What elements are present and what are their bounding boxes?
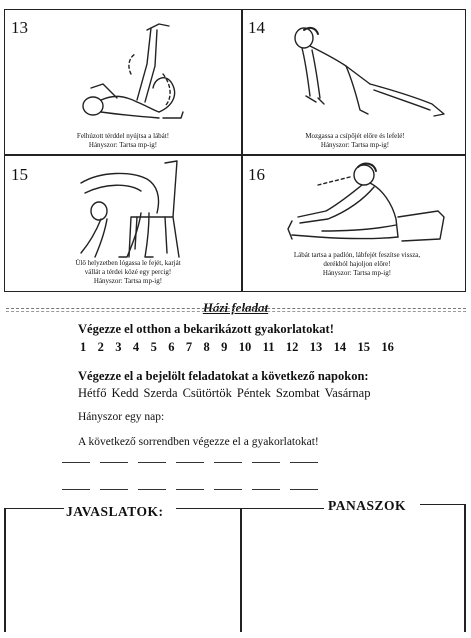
order-blanks-row-1 <box>62 462 328 463</box>
per-day-label: Hányszor egy nap: <box>78 411 165 423</box>
exercise-cell-13 <box>5 10 241 154</box>
stretch-illustration-16 <box>278 159 458 251</box>
order-blank[interactable] <box>100 489 128 490</box>
instruction-days: Végezze el a bejelölt feladatokat a következő napokon: <box>78 369 369 383</box>
day-option[interactable]: Kedd <box>111 386 139 400</box>
exercise-caption-15 <box>33 259 223 286</box>
caption-line: Felhúzott térddel nyújtsa a lábát! <box>76 132 170 140</box>
exercise-cell-14 <box>242 10 467 154</box>
caption-line: Lábát tartsa a padlón, lábfejét feszítse vissza, <box>293 251 421 259</box>
order-blank[interactable] <box>290 462 318 463</box>
day-option[interactable]: Péntek <box>236 386 271 400</box>
divider <box>6 311 466 312</box>
exercise-number-list <box>80 340 405 355</box>
day-list <box>78 386 375 401</box>
exercise-number-option[interactable]: 9 <box>221 340 228 354</box>
caption-line: Hányszor: Tartsa mp-ig! <box>322 269 392 277</box>
exercise-number-option[interactable]: 7 <box>185 340 193 354</box>
exercise-number-option[interactable]: 11 <box>262 340 275 354</box>
exercise-number-option[interactable]: 12 <box>285 340 299 354</box>
notes-section <box>4 498 466 632</box>
box-border <box>464 504 466 632</box>
caption-line: Mozgassa a csípőjét előre és lefelé! <box>305 132 405 140</box>
exercise-number: 15 <box>11 165 28 184</box>
exercise-number-option[interactable]: 1 <box>80 340 87 354</box>
order-blank[interactable] <box>138 462 166 463</box>
exercise-caption-14 <box>270 132 440 150</box>
suggestions-label: JAVASLATOK: <box>66 504 164 519</box>
box-border <box>4 508 6 632</box>
order-blank[interactable] <box>62 489 90 490</box>
exercise-number-option[interactable]: 5 <box>150 340 157 354</box>
exercise-number-option[interactable]: 10 <box>238 340 252 354</box>
order-blank[interactable] <box>290 489 318 490</box>
caption-line: vállát a térdei közé egy percig! <box>84 268 172 276</box>
order-blank[interactable] <box>214 489 242 490</box>
day-option[interactable]: Vasárnap <box>324 386 371 400</box>
exercise-number: 14 <box>248 18 265 37</box>
stretch-illustration-14 <box>282 24 452 124</box>
stretch-illustration-15 <box>61 157 201 265</box>
exercise-caption-16 <box>262 251 452 278</box>
caption-line: Hányszor: Tartsa mp-ig! <box>93 277 163 285</box>
exercise-number-option[interactable]: 6 <box>168 340 175 354</box>
exercise-number: 16 <box>248 165 265 184</box>
order-blank[interactable] <box>100 462 128 463</box>
caption-line: Hányszor: Tartsa mp-ig! <box>320 141 390 149</box>
box-border <box>420 504 466 505</box>
exercise-number-option[interactable]: 2 <box>97 340 104 354</box>
order-blank[interactable] <box>252 489 280 490</box>
exercise-number-option[interactable]: 8 <box>203 340 210 354</box>
order-blank[interactable] <box>176 489 204 490</box>
box-border <box>176 508 324 509</box>
order-blank[interactable] <box>138 489 166 490</box>
exercise-cell-15 <box>5 155 241 293</box>
exercise-number: 13 <box>11 18 28 37</box>
caption-line: Ülő helyzetben lógassa le fejét, karját <box>75 259 181 267</box>
exercise-cell-16 <box>242 155 467 293</box>
exercise-caption-13 <box>43 132 203 150</box>
order-blank[interactable] <box>176 462 204 463</box>
caption-line: Hányszor: Tartsa mp-ig! <box>88 141 158 149</box>
order-blanks-row-2 <box>62 489 328 490</box>
divider <box>6 308 466 309</box>
day-option[interactable]: Szombat <box>275 386 320 400</box>
exercise-number-option[interactable]: 13 <box>309 340 323 354</box>
exercise-number-option[interactable]: 4 <box>132 340 140 354</box>
exercise-number-option[interactable]: 3 <box>115 340 122 354</box>
order-blank[interactable] <box>62 462 90 463</box>
exercise-number-option[interactable]: 15 <box>357 340 371 354</box>
day-option[interactable]: Csütörtök <box>182 386 232 400</box>
order-blank[interactable] <box>252 462 280 463</box>
stretch-illustration-13 <box>55 14 225 124</box>
complaints-label: PANASZOK <box>328 498 407 513</box>
box-border <box>4 508 64 509</box>
instruction-circle: Végezze el otthon a bekarikázott gyakorlatokat! <box>78 322 334 336</box>
day-option[interactable]: Hétfő <box>78 386 107 400</box>
order-label: A következő sorrendben végezze el a gyakorlatokat! <box>78 436 319 448</box>
homework-title-text: Házi feladat <box>202 300 269 315</box>
exercise-number-option[interactable]: 14 <box>333 340 347 354</box>
day-option[interactable]: Szerda <box>143 386 178 400</box>
exercise-grid <box>4 9 466 292</box>
box-border <box>240 508 242 632</box>
order-blank[interactable] <box>214 462 242 463</box>
exercise-number-option[interactable]: 16 <box>381 340 394 354</box>
caption-line: derékból hajoljon előre! <box>323 260 391 268</box>
